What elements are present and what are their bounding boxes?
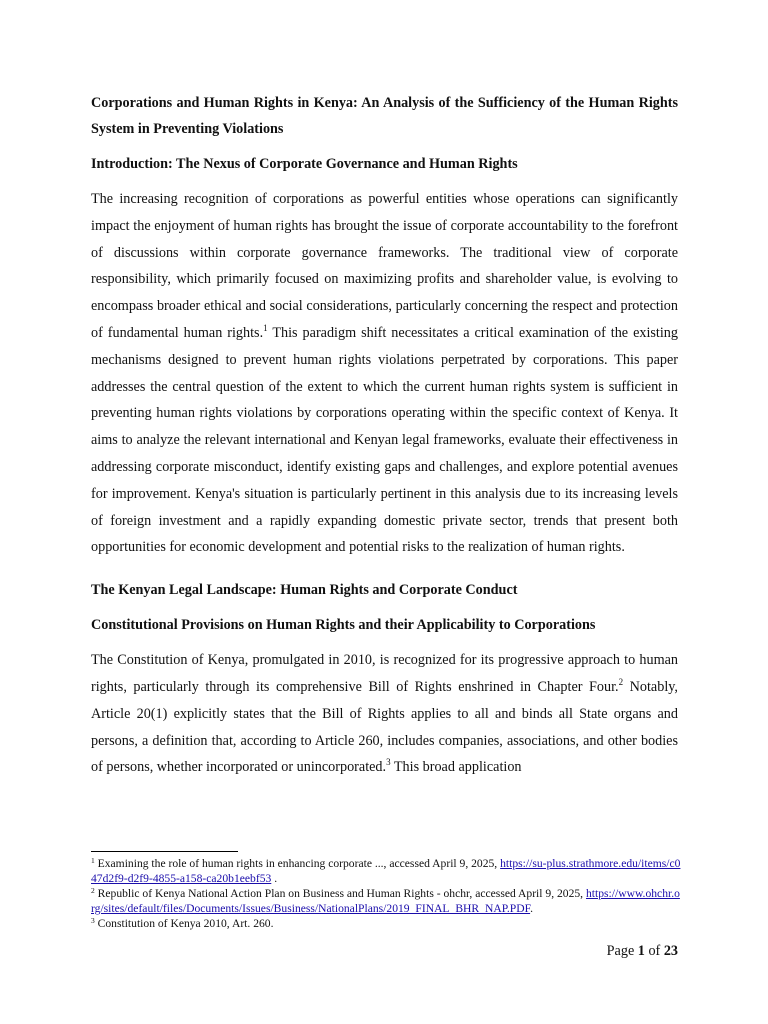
footnote-link[interactable]: https://su-plus.strathmore.edu/items/c047d2f9-d2f9-4855-a158-ca20b1eebf53	[91, 857, 681, 885]
footnote-number: 2	[91, 886, 95, 895]
footnote-ref-1[interactable]: 1	[263, 322, 268, 333]
footnote-ref-2[interactable]: 2	[618, 676, 624, 687]
footnote-link[interactable]: https://www.ohchr.org/sites/default/files/Documents/Issues/Business/NationalPlans/2019_FINAL_BHR_NAP.PDF	[91, 887, 680, 915]
document-title: Corporations and Human Rights in Kenya: An Analysis of the Sufficiency of the Human Rights System in Preventing Violations	[91, 95, 678, 137]
intro-heading: Introduction: The Nexus of Corporate Governance and Human Rights	[91, 156, 518, 172]
footnote-number: 3	[91, 916, 95, 925]
page-label: Page	[606, 943, 635, 959]
footnotes	[91, 856, 681, 931]
intro-paragraph	[91, 186, 678, 561]
footnote-separator	[91, 851, 238, 852]
footnote-3	[91, 916, 681, 931]
intro-paragraph-text: The increasing recognition of corporations as powerful entities whose operations can significantly impact the enjoyment of human rights has brought the issue of corporate accountability to the forefront of discussions within corporate governance frameworks. The traditional view of corporate responsibility, which primarily focused on maximizing profits and shareholder value, is evolving to encompass broader ethical and social considerations, particularly concerning the respect and protection of fundamental human rights.	[91, 191, 678, 341]
footnote-1	[91, 856, 681, 886]
footnote-tail: .	[530, 902, 534, 915]
footnote-text: Republic of Kenya National Action Plan on Business and Human Rights - ohchr, accessed April 9, 2025,	[97, 887, 586, 900]
intro-paragraph-text-cont: This paradigm shift necessitates a critical examination of the existing mechanisms designed to prevent human rights violations perpetrated by corporations. This paper addresses the central question of the extent to which the current human rights system is sufficient in preventing human rights violations by corporations operating within the specific context of Kenya. It aims to analyze the relevant international and Kenyan legal frameworks, evaluate their effectiveness in addressing corporate misconduct, identify existing gaps and challenges, and explore potential avenues for improvement. Kenya's situation is particularly pertinent in this analysis due to its increasing levels of foreign investment and a rapidly expanding domestic private sector, trends that present both opportunities for economic development and potential risks to the realization of human rights.	[91, 324, 678, 556]
footnote-tail: .	[271, 872, 278, 885]
constitution-paragraph-text: The Constitution of Kenya, promulgated in 2010, is recognized for its progressive approach to human rights, particularly through its comprehensive Bill of Rights enshrined in Chapter Four.	[91, 652, 678, 695]
constitution-paragraph-text-cont: Notably, Article 20(1) explicitly states that the Bill of Rights applies to all and binds all State organs and persons, a definition that, according to Article 260, includes companies, associations, and other bodies of persons, whether incorporated or unincorporated.	[91, 678, 678, 776]
subsection-heading: Constitutional Provisions on Human Rights and their Applicability to Corporations	[91, 617, 596, 634]
document-body	[91, 90, 678, 781]
constitution-paragraph-text-end: This broad application	[390, 759, 522, 776]
page-of: of	[648, 943, 661, 959]
footnote-text: Constitution of Kenya 2010, Art. 260.	[97, 917, 274, 930]
footnote-number: 1	[91, 856, 95, 865]
page-number	[607, 943, 678, 960]
footnote-ref-3[interactable]: 3	[386, 757, 391, 768]
total-pages: 23	[663, 943, 678, 959]
constitution-paragraph	[91, 647, 678, 781]
section-heading: The Kenyan Legal Landscape: Human Rights and Corporate Conduct	[91, 582, 518, 599]
footnote-text: Examining the role of human rights in enhancing corporate ..., accessed April 9, 2025,	[97, 857, 501, 870]
footnote-2	[91, 886, 681, 916]
current-page: 1	[637, 943, 645, 959]
